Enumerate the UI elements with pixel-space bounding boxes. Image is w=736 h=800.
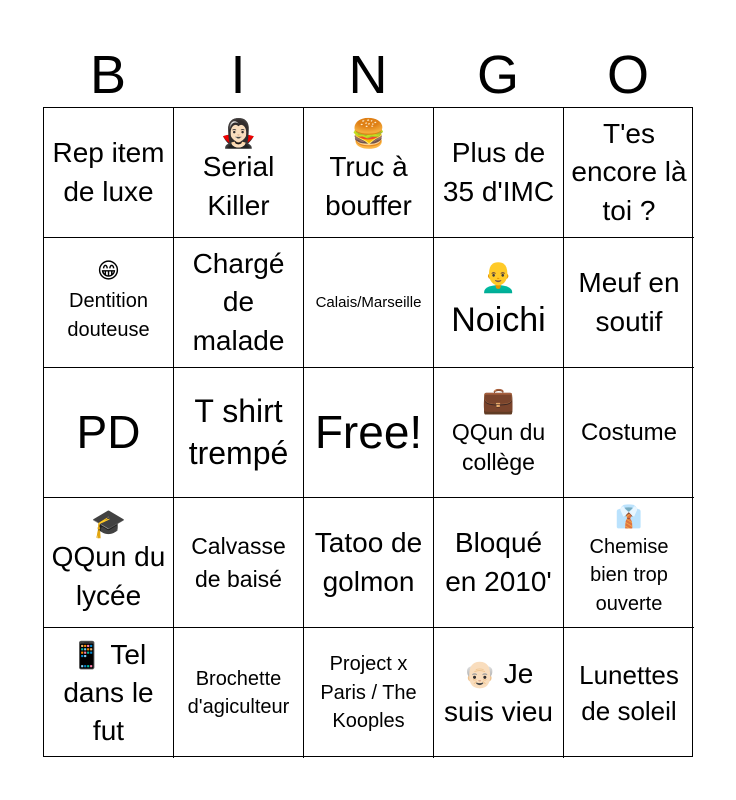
cell-label: Calais/Marseille — [315, 293, 422, 311]
bingo-cell[interactable] — [434, 628, 564, 758]
cell-label: QQun du lycée — [51, 541, 166, 611]
cell-label: Costume — [580, 418, 678, 446]
bingo-cell[interactable] — [434, 498, 564, 628]
cell-label: T'es encore là toi ? — [571, 118, 687, 226]
cell-label: QQun du collège — [451, 418, 546, 475]
header-letter-n: N — [348, 44, 388, 105]
cell-label: PD — [76, 406, 141, 459]
bingo-cell[interactable] — [44, 628, 174, 758]
cell-label: 👴🏻 Je suis vieu — [444, 657, 553, 727]
header-letter-i: I — [230, 44, 246, 105]
bingo-cell[interactable] — [434, 368, 564, 498]
phone-icon: 📱 — [70, 640, 104, 671]
old-man-icon: 👴🏻 — [463, 659, 496, 690]
briefcase-icon: 💼 — [482, 385, 515, 416]
bingo-cell[interactable] — [304, 498, 434, 628]
cell-label: Calvasse de baisé — [191, 533, 286, 592]
cell-label: Project x Paris / The Kooples — [320, 653, 417, 733]
bingo-cell[interactable] — [434, 108, 564, 238]
bingo-cell[interactable] — [564, 368, 694, 498]
bingo-cell[interactable] — [304, 108, 434, 238]
bingo-cell[interactable] — [564, 238, 694, 368]
shirt-icon: 👔 — [615, 504, 643, 530]
cell-label: Truc à bouffer — [325, 151, 412, 221]
bingo-cell[interactable] — [174, 238, 304, 368]
bingo-cell[interactable] — [304, 628, 434, 758]
bingo-cell[interactable] — [44, 108, 174, 238]
bingo-board — [43, 107, 693, 757]
header-letter-o: O — [606, 44, 649, 105]
bingo-cell[interactable] — [44, 238, 174, 368]
cell-label: Lunettes de soleil — [579, 659, 679, 726]
cell-label: Brochette d'agiculteur — [187, 667, 290, 718]
cell-label: Chemise bien trop ouverte — [589, 535, 669, 615]
bingo-cell[interactable] — [174, 628, 304, 758]
cell-label: Rep item de luxe — [52, 137, 165, 207]
bingo-cell[interactable] — [44, 498, 174, 628]
cell-label: Chargé de malade — [192, 248, 285, 356]
cell-label: Dentition douteuse — [67, 290, 150, 341]
cell-label: Serial Killer — [202, 151, 275, 221]
bingo-cell[interactable] — [174, 368, 304, 498]
bingo-cell[interactable] — [564, 498, 694, 628]
bald-man-icon: 👨‍🦲 — [479, 260, 518, 296]
cell-label: Free! — [314, 406, 423, 459]
bingo-cell[interactable] — [564, 108, 694, 238]
burger-icon: 🍔 — [351, 117, 386, 151]
cell-label: Plus de 35 d'IMC — [442, 137, 555, 207]
vampire-icon: 🧛🏻‍♀️ — [221, 117, 256, 151]
cell-label: Bloqué en 2010' — [445, 527, 552, 597]
bingo-cell[interactable] — [434, 238, 564, 368]
bingo-header — [43, 42, 693, 107]
bingo-cell[interactable] — [304, 368, 434, 498]
cell-label: 📱 Tel dans le fut — [63, 638, 154, 747]
cell-label: T shirt trempé — [188, 392, 289, 471]
bingo-cell[interactable] — [304, 238, 434, 368]
header-letter-b: B — [89, 44, 127, 105]
header-letter-g: G — [476, 44, 519, 105]
graduation-cap-icon: 🎓 — [91, 507, 126, 541]
bingo-cell[interactable] — [44, 368, 174, 498]
grinning-face-icon: 😁 — [97, 259, 120, 285]
cell-label: Noichi — [451, 301, 546, 340]
bingo-cell[interactable] — [174, 108, 304, 238]
cell-label: Meuf en soutif — [578, 267, 680, 337]
bingo-cell[interactable] — [564, 628, 694, 758]
cell-label: Tatoo de golmon — [314, 527, 423, 597]
bingo-cell[interactable] — [174, 498, 304, 628]
